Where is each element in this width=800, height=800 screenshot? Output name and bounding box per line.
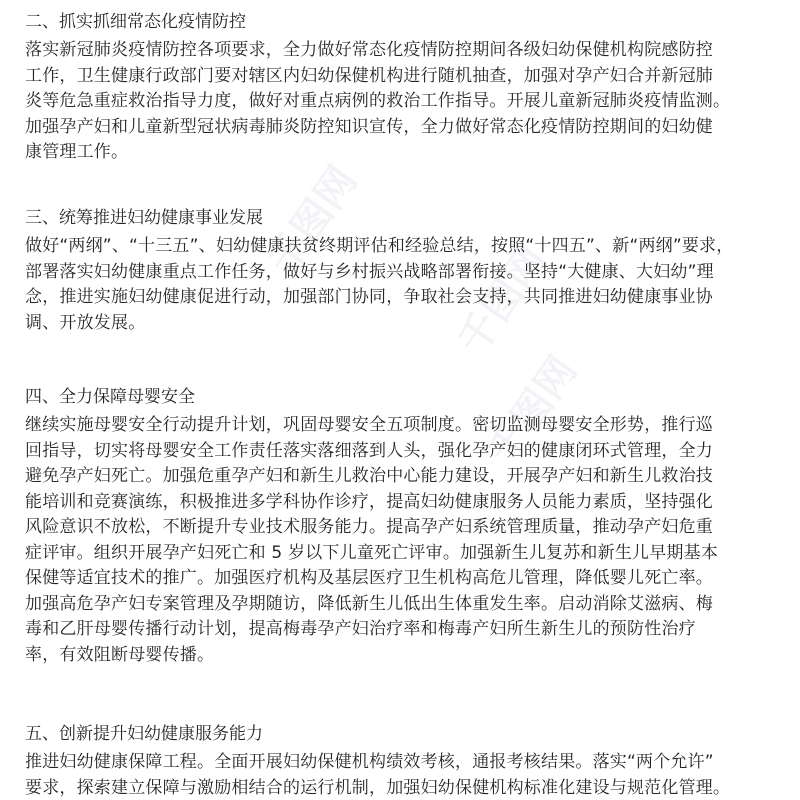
section-paragraph xyxy=(25,413,785,668)
section-paragraph xyxy=(25,750,785,800)
paragraph-line: 回指导，切实将母婴安全工作责任落实落细落到人头，强化孕产妇的健康闭环式管理，全力 xyxy=(25,440,713,461)
paragraph-line: 部署落实妇幼健康重点工作任务，做好与乡村振兴战略部署衔接。坚持“大健康、大妇幼”理 xyxy=(25,261,714,282)
paragraph-line: 调、开放发展。 xyxy=(25,312,146,333)
paragraph-line: 康管理工作。 xyxy=(25,142,129,162)
section-title: 四、全力保障母婴安全 xyxy=(25,387,195,407)
paragraph-line: 加强孕产妇和儿童新型冠状病毒肺炎防控知识宣传，全力做好常态化疫情防控期间的妇幼健 xyxy=(25,116,713,137)
section-title: 二、抓实抓细常态化疫情防控 xyxy=(25,12,246,32)
section-maternal-safety xyxy=(25,385,785,668)
watermark-text: 千图网 xyxy=(259,158,367,283)
section-service-capacity xyxy=(25,722,785,800)
paragraph-line: 炎等危急重症救治指导力度，做好对重点病例的救治工作指导。开展儿童新冠肺炎疫情监测。 xyxy=(25,91,731,111)
paragraph-line: 避免孕产妇死亡。加强危重孕产妇和新生儿救治中心能力建设，开展孕产妇和新生儿救治技 xyxy=(25,466,713,486)
paragraph-line: 念，推进实施妇幼健康促进行动，加强部门协同，争取社会支持，共同推进妇幼健康事业协 xyxy=(25,287,713,307)
section-paragraph xyxy=(25,38,785,166)
section-epidemic-control xyxy=(25,10,785,166)
paragraph-line: 工作，卫生健康行政部门要对辖区内妇幼保健机构进行随机抽查，加强对孕产妇合并新冠肺 xyxy=(25,65,713,86)
watermark-text: 千图网 xyxy=(449,238,557,363)
paragraph-line: 要求，探索建立保障与激励相结合的运行机制，加强妇幼保健机构标准化建设与规范化管理。 xyxy=(25,777,731,798)
watermark-text: 千图网 xyxy=(479,348,587,473)
paragraph-line: 保健等适宜技术的推广。加强医疗机构及基层医疗卫生机构高危儿管理，降低婴儿死亡率。 xyxy=(25,568,713,588)
section-paragraph xyxy=(25,234,785,336)
paragraph-line: 毒和乙肝母婴传播行动计划，提高梅毒孕产妇治疗率和梅毒产妇所生新生儿的预防性治疗 xyxy=(25,619,696,639)
paragraph-line: 加强高危孕产妇专案管理及孕期随访，降低新生儿低出生体重发生率。启动消除艾滋病、梅 xyxy=(25,593,713,614)
paragraph-line: 继续实施母婴安全行动提升计划，巩固母婴安全五项制度。密切监测母婴安全形势，推行巡 xyxy=(25,415,713,435)
section-title: 五、创新提升妇幼健康服务能力 xyxy=(25,724,263,744)
section-title: 三、统筹推进妇幼健康事业发展 xyxy=(25,208,263,228)
paragraph-line: 落实新冠肺炎疫情防控各项要求，全力做好常态化疫情防控期间各级妇幼保健机构院感防控 xyxy=(25,40,713,60)
paragraph-line: 做好“两纲”、“十三五”、妇幼健康扶贫终期评估和经验总结，按照“十四五”、新“两纲”要求， xyxy=(25,236,734,256)
paragraph-line: 率，有效阻断母婴传播。 xyxy=(25,644,215,665)
paragraph-line: 推进妇幼健康保障工程。全面开展妇幼保健机构绩效考核，通报考核结果。落实“两个允许” xyxy=(25,752,714,772)
paragraph-line: 症评审。组织开展孕产妇死亡和 5 岁以下儿童死亡评审。加强新生儿复苏和新生儿早期基本 xyxy=(25,542,719,563)
paragraph-line: 风险意识不放松，不断提升专业技术服务能力。提高孕产妇系统管理质量，推动孕产妇危重 xyxy=(25,517,713,537)
section-health-development xyxy=(25,206,785,336)
paragraph-line: 能培训和竞赛演练，积极推进多学科协作诊疗，提高妇幼健康服务人员能力素质，坚持强化 xyxy=(25,491,713,512)
